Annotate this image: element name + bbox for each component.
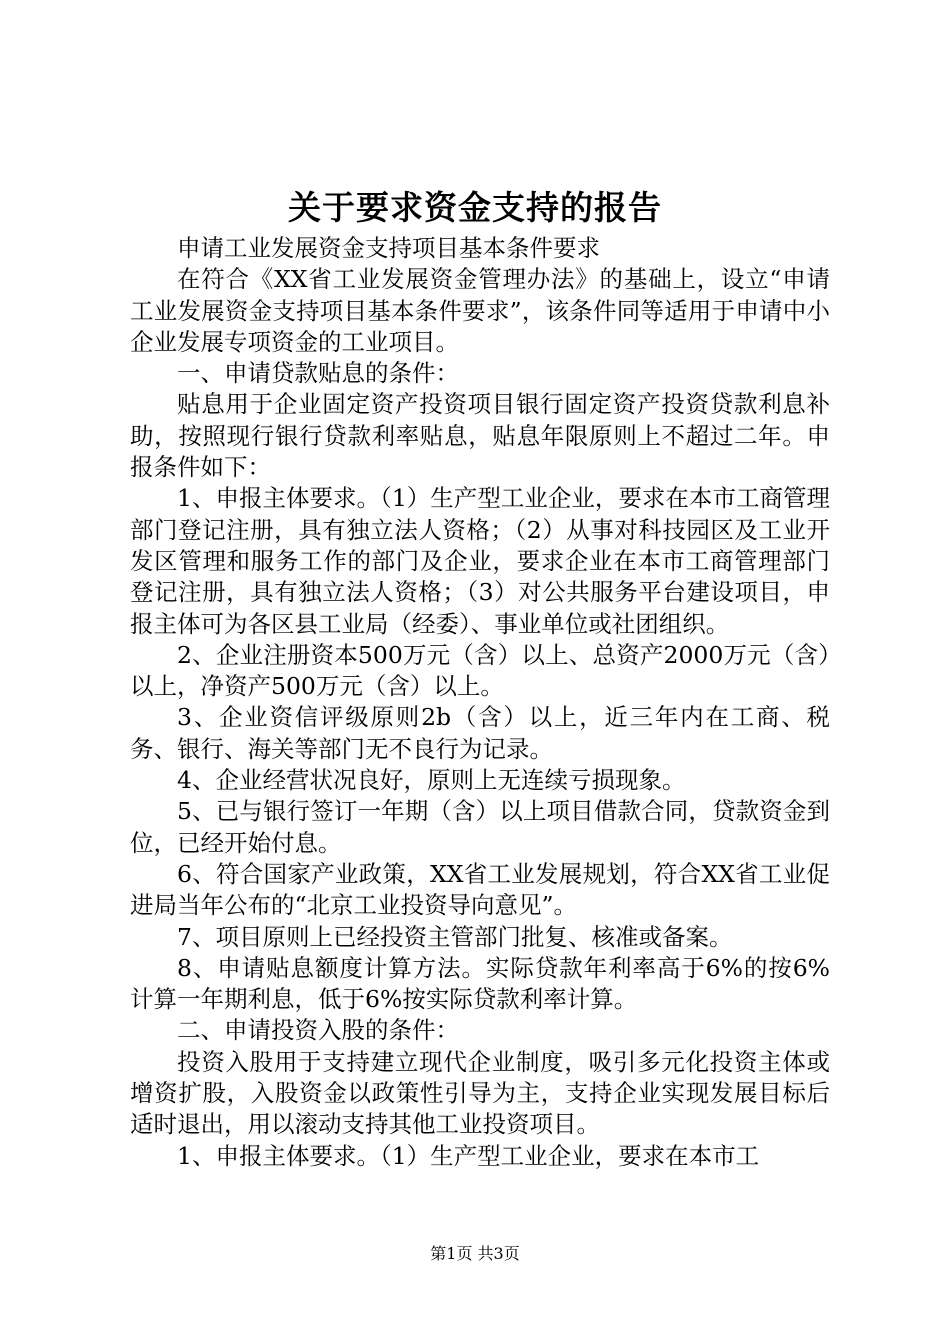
paragraph: 申请工业发展资金支持项目基本条件要求 [177, 234, 600, 262]
paragraph: 贴息用于企业固定资产投资项目银行固定资产投资贷款利息补助，按照现行银行贷款利率贴息，贴息年限原则上不超过二年。申报条件如下： [130, 390, 830, 482]
page-number: 第1页 共3页 [430, 1244, 520, 1263]
document-title: 关于要求资金支持的报告 [288, 188, 662, 227]
paragraph: 1、申报主体要求。（1）生产型工业企业，要求在本市工商管理部门登记注册，具有独立法人资格；（2）从事对科技园区及工业开发区管理和服务工作的部门及企业，要求企业在本市工商管理部门登记注册，具有独立法人资格；（3）对公共服务平台建设项目，申报主体可为各区县工业局（经委）、事业单位或社团组织。 [130, 484, 830, 638]
paragraph: 在符合《XX省工业发展资金管理办法》的基础上，设立“申请工业发展资金支持项目基本条件要求”，该条件同等适用于申请中小企业发展专项资金的工业项目。 [130, 265, 830, 356]
paragraph: 1、申报主体要求。（1）生产型工业企业，要求在本市工 [177, 1141, 760, 1170]
paragraph: 8、申请贴息额度计算方法。实际贷款年利率高于6%的按6%计算一年期利息，低于6%按实际贷款利率计算。 [130, 953, 830, 1014]
paragraph: 投资入股用于支持建立现代企业制度，吸引多元化投资主体或增资扩股，入股资金以政策性引导为主，支持企业实现发展目标后适时退出，用以滚动支持其他工业投资项目。 [130, 1047, 830, 1139]
paragraph: 7、项目原则上已经投资主管部门批复、核准或备案。 [177, 922, 733, 951]
paragraph: 4、企业经营状况良好，原则上无连续亏损现象。 [177, 766, 686, 795]
paragraph: 2、企业注册资本500万元（含）以上、总资产2000万元（含）以上，净资产500万元（含）以上。 [130, 640, 830, 701]
paragraph: 3、企业资信评级原则2b（含）以上，近三年内在工商、税务、银行、海关等部门无不良行为记录。 [130, 703, 830, 763]
paragraph: 一、申请贷款贴息的条件： [177, 359, 459, 388]
document-body [130, 233, 830, 1172]
paragraph: 二、申请投资入股的条件： [177, 1016, 459, 1045]
paragraph: 5、已与银行签订一年期（含）以上项目借款合同，贷款资金到位，已经开始付息。 [130, 797, 830, 857]
paragraph: 6、符合国家产业政策，XX省工业发展规划，符合XX省工业促进局当年公布的“北京工业投资导向意见”。 [130, 859, 830, 920]
